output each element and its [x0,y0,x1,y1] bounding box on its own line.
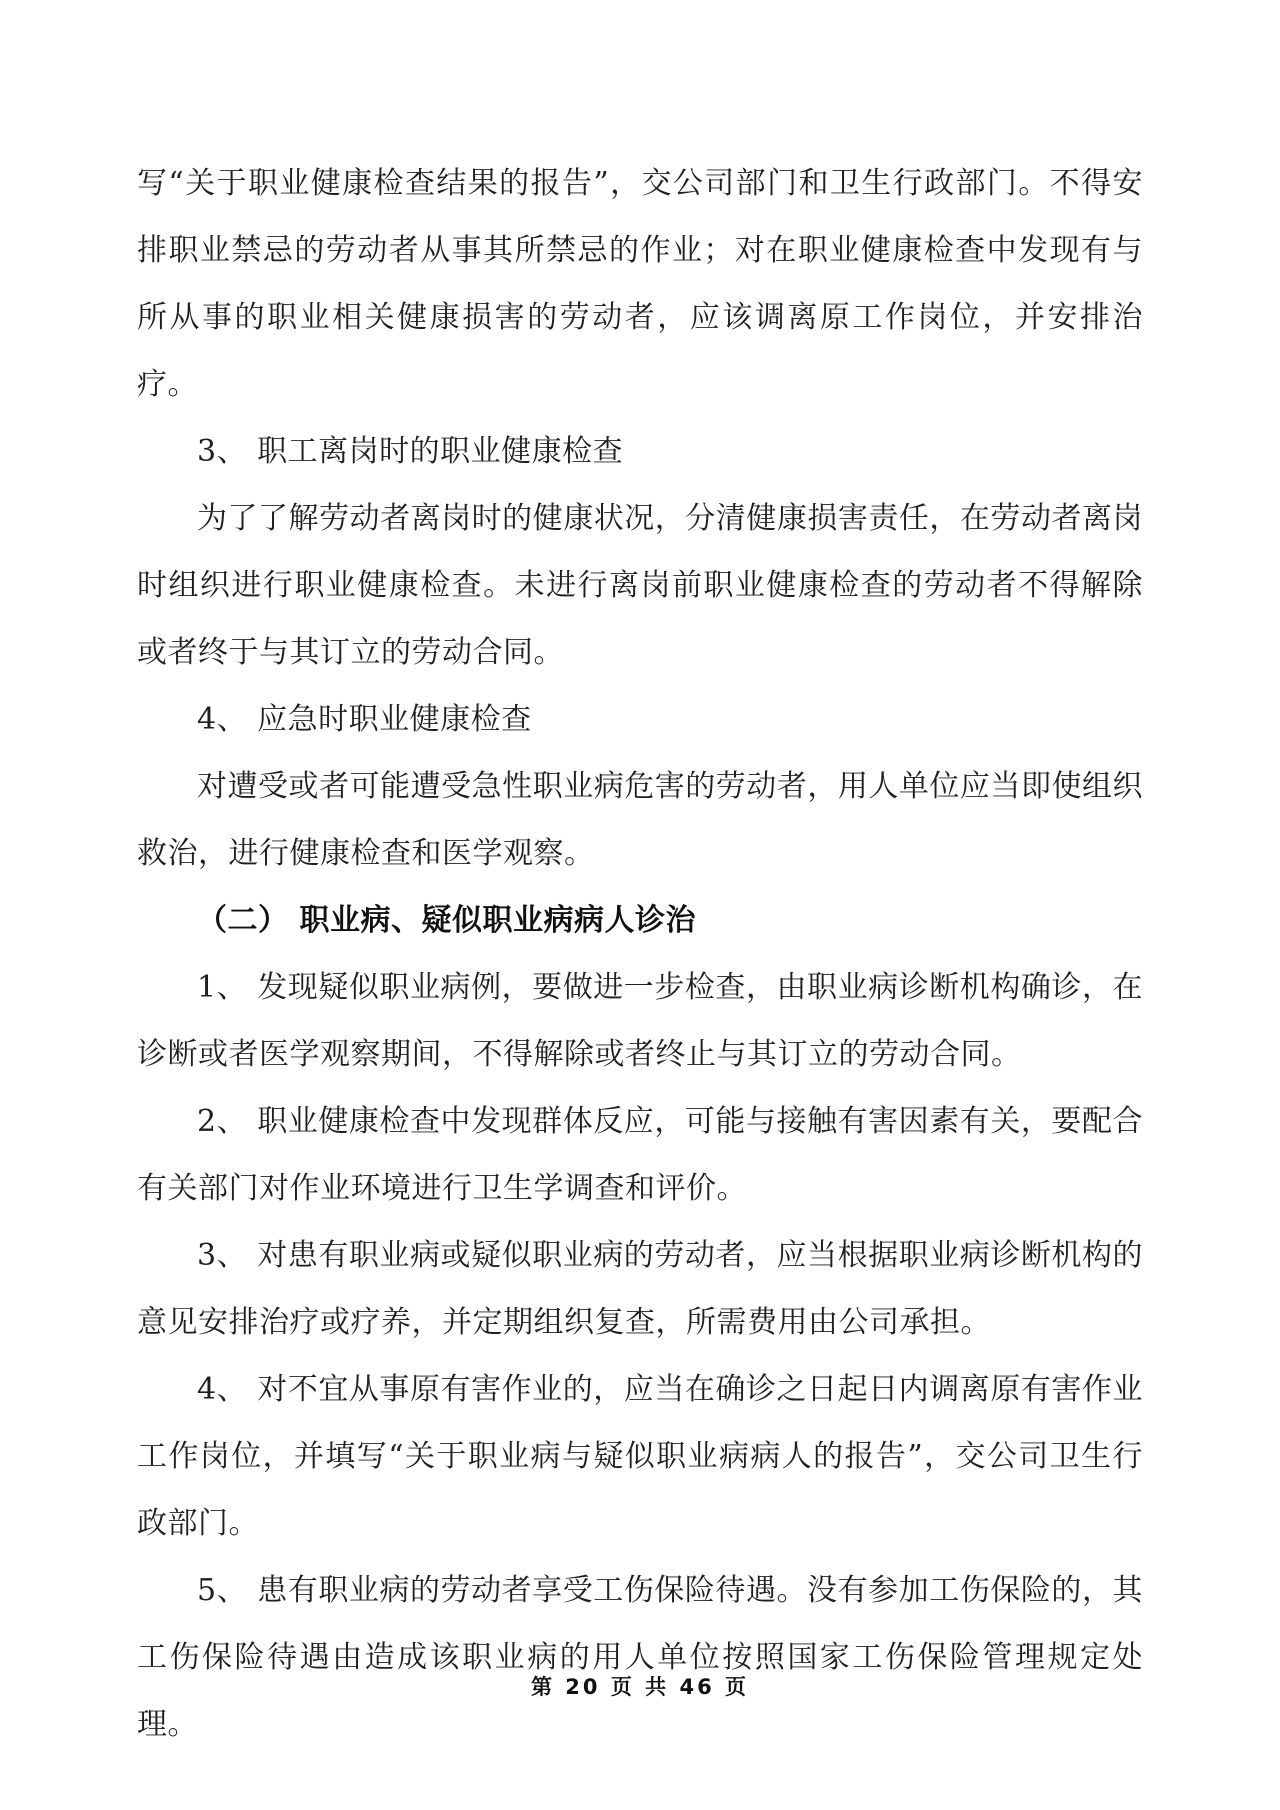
document-body [137,150,1143,1758]
paragraph-continuation: 写“关于职业健康检查结果的报告”，交公司部门和卫生行政部门。不得安排职业禁忌的劳动者从事其所禁忌的作业；对在职业健康检查中发现有与所从事的职业相关健康损害的劳动者，应该调离原工作岗位，并安排治疗。 [137,166,1143,402]
page-number-label: 第 20 页 共 46 页 [530,1675,749,1699]
list-item-1: 1、 发现疑似职业病例，要做进一步检查，由职业病诊断机构确诊，在诊断或者医学观察期间，不得解除或者终止与其订立的劳动合同。 [137,970,1143,1072]
list-item-3: 3、 对患有职业病或疑似职业病的劳动者，应当根据职业病诊断机构的意见安排治疗或疗养，并定期组织复查，所需费用由公司承担。 [137,1238,1143,1340]
list-item-4: 4、 对不宜从事原有害作业的，应当在确诊之日起日内调离原有害作业工作岗位，并填写“关于职业病与疑似职业病病人的报告”，交公司卫生行政部门。 [137,1372,1143,1541]
list-item-2: 2、 职业健康检查中发现群体反应，可能与接触有害因素有关，要配合有关部门对作业环境进行卫生学调查和评价。 [137,1104,1143,1206]
page-footer [0,1672,1280,1702]
list-item-5: 5、 患有职业病的劳动者享受工伤保险待遇。没有参加工伤保险的，其工伤保险待遇由造成该职业病的用人单位按照国家工伤保险管理规定处理。 [137,1573,1143,1742]
list-item-heading-4: 4、 应急时职业健康检查 [197,702,532,737]
paragraph: 对遭受或者可能遭受急性职业病危害的劳动者，用人单位应当即使组织救治，进行健康检查和医学观察。 [137,769,1143,871]
paragraph: 为了了解劳动者离岗时的健康状况，分清健康损害责任，在劳动者离岗时组织进行职业健康检查。未进行离岗前职业健康检查的劳动者不得解除或者终于与其订立的劳动合同。 [137,501,1143,670]
list-item-heading-3: 3、 职工离岗时的职业健康检查 [197,434,624,469]
section-heading: （二） 职业病、疑似职业病病人诊治 [197,903,696,938]
